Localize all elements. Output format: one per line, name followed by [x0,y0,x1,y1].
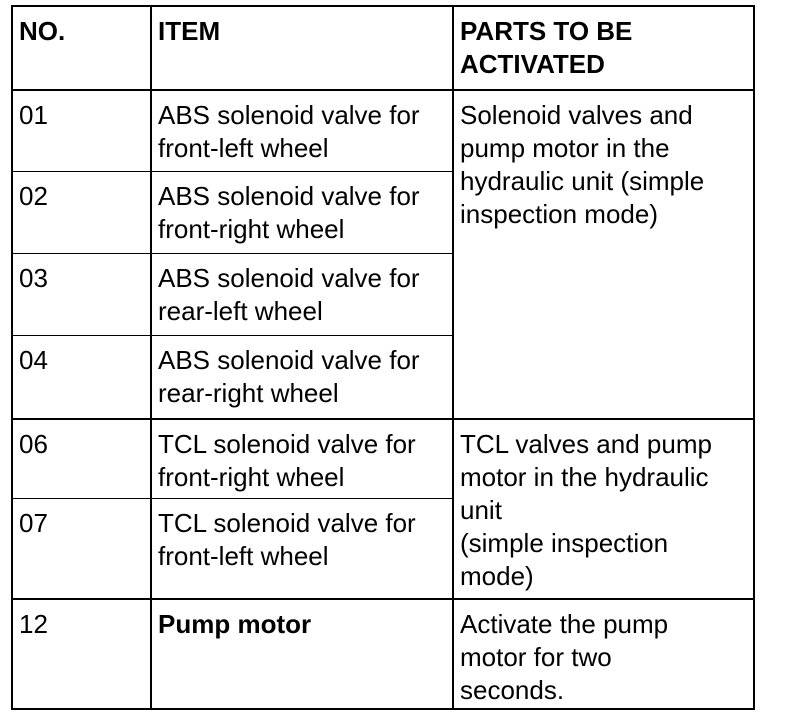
row-item: Pump motor [158,609,312,639]
parts-activation-table [11,5,755,710]
row-no: 12 [19,609,48,639]
row-no: 04 [19,345,48,375]
row-item: ABS solenoid valve for front-right wheel [158,181,420,244]
header-no: NO. [19,16,66,46]
row-no: 07 [19,508,48,538]
group-parts-cell: Activate the pump motor for two seconds. [460,609,669,705]
row-no: 02 [19,181,48,211]
row-item: TCL solenoid valve for front-right wheel [158,429,416,492]
header-parts-to-be-activated: PARTS TO BE ACTIVATED [460,16,633,79]
row-item: ABS solenoid valve for rear-left wheel [158,263,420,326]
group-parts-cell: TCL valves and pump motor in the hydraulic unit (simple inspection mode) [460,429,712,591]
header-item: ITEM [158,16,221,46]
row-item: ABS solenoid valve for front-left wheel [158,100,420,163]
row-no: 03 [19,263,48,293]
row-item: TCL solenoid valve for front-left wheel [158,508,416,571]
row-no: 01 [19,100,48,130]
row-no: 06 [19,429,48,459]
group-parts-cell: Solenoid valves and pump motor in the hydraulic unit (simple inspection mode) [460,100,705,229]
row-item: ABS solenoid valve for rear-right wheel [158,345,420,408]
